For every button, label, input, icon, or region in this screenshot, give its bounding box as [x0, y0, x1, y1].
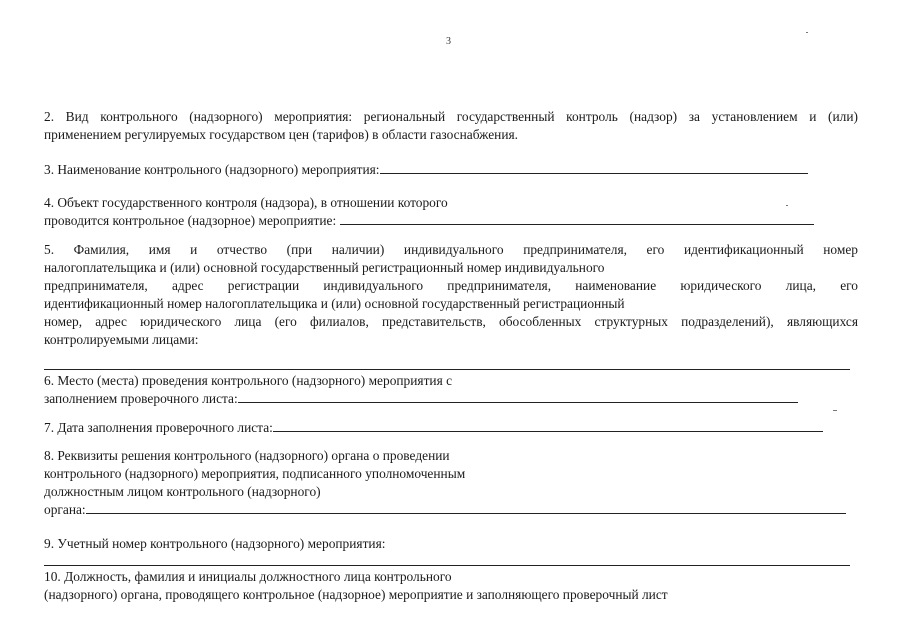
item-2-line-1: 2. Вид контрольного (надзорного) мероприятия: региональный государственный контроль (надзор) за установлением и (или) — [44, 109, 858, 124]
scan-speck — [833, 410, 837, 411]
item-8-fill-line[interactable] — [86, 501, 846, 514]
item-8-line-4: органа: — [44, 502, 86, 517]
item-8-line-1: 8. Реквизиты решения контрольного (надзорного) органа о проведении — [44, 448, 450, 463]
item-5-line-5: номер, адрес юридического лица (его филиалов, представительств, обособленных структурных подразделений), являющихся — [44, 314, 858, 329]
item-4-fill-line[interactable] — [340, 212, 814, 225]
item-4-control-object — [44, 194, 858, 230]
item-4-line-2: проводится контрольное (надзорное) мероприятие: — [44, 213, 337, 228]
item-5-line-6: контролируемыми лицами: — [44, 332, 199, 347]
item-7-fill-date — [44, 419, 858, 437]
scan-speck — [786, 205, 788, 206]
item-5-line-2: налогоплательщика и (или) основной государственный регистрационный номер индивидуального — [44, 260, 605, 275]
item-9-registration-number — [44, 535, 858, 553]
item-5-line-1: 5. Фамилия, имя и отчество (при наличии) индивидуального предпринимателя, его идентификационный номер — [44, 242, 858, 257]
item-8-line-3: должностным лицом контрольного (надзорного) — [44, 484, 321, 499]
item-10-line-2: (надзорного) органа, проводящего контрольное (надзорное) мероприятие и заполняющего проверочный лист — [44, 587, 668, 602]
item-5-controlled-persons — [44, 241, 858, 349]
item-8-line-2: контрольного (надзорного) мероприятия, подписанного уполномоченным — [44, 466, 466, 481]
item-6-fill-line[interactable] — [238, 390, 798, 403]
page-number: 3 — [446, 36, 451, 47]
item-3-measure-name — [44, 161, 858, 179]
item-4-line-1: 4. Объект государственного контроля (надзора), в отношении которого — [44, 195, 448, 210]
item-5-line-3: предпринимателя, адрес регистрации индивидуального предпринимателя, наименование юридического лица, его — [44, 278, 858, 293]
item-10-line-1: 10. Должность, фамилия и инициалы должностного лица контрольного — [44, 569, 452, 584]
item-8-decision-details — [44, 447, 858, 519]
item-10-official — [44, 568, 858, 604]
item-2-line-2: применением регулируемых государством цен (тарифов) в области газоснабжения. — [44, 127, 519, 142]
item-5-line-4: идентификационный номер налогоплательщика и (или) основной государственный регистрационный — [44, 296, 625, 311]
item-6-line-2: заполнением проверочного листа: — [44, 391, 238, 406]
item-3-label: 3. Наименование контрольного (надзорного) мероприятия: — [44, 162, 380, 177]
item-9-label: 9. Учетный номер контрольного (надзорного) мероприятия: — [44, 536, 386, 551]
item-3-fill-line[interactable] — [380, 161, 808, 174]
item-9-fill-line[interactable] — [44, 565, 850, 566]
item-5-fill-line[interactable] — [44, 369, 850, 370]
item-7-label: 7. Дата заполнения проверочного листа: — [44, 420, 273, 435]
item-6-place — [44, 372, 858, 408]
item-2-control-type — [44, 108, 858, 144]
item-6-line-1: 6. Место (места) проведения контрольного (надзорного) мероприятия с — [44, 373, 453, 388]
scan-speck — [806, 32, 808, 33]
item-7-fill-line[interactable] — [273, 419, 823, 432]
